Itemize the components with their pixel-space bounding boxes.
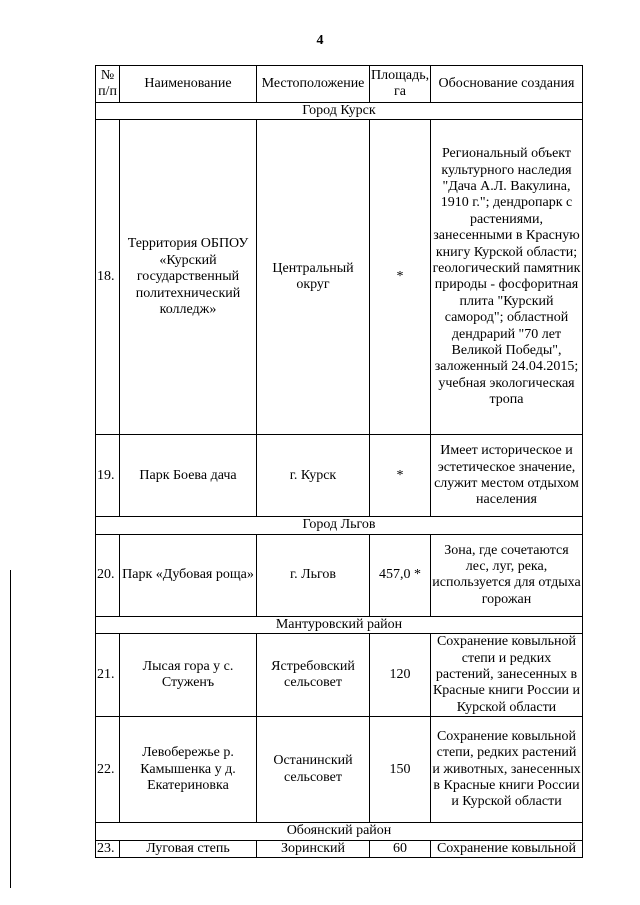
row-location: Центральный округ [257,120,370,435]
row-location: Останинский сельсовет [257,717,370,823]
header-name: Наименование [120,66,257,103]
row-area: 150 [370,717,431,823]
row-number: 20. [96,534,120,616]
row-area: 120 [370,634,431,717]
row-number: 22. [96,717,120,823]
row-name: Луговая степь [120,840,257,857]
table-row [96,840,583,857]
row-name: Лысая гора у с. Стуженъ [120,634,257,717]
row-area: 60 [370,840,431,857]
row-reason: Сохранение ковыльной степи, редких растений и животных, занесенных в Красные книги России и Курской области [431,717,583,823]
header-location: Местоположение [257,66,370,103]
table-row [96,435,583,517]
row-location: Ястребовский сельсовет [257,634,370,717]
table-row [96,120,583,435]
section-row [96,823,583,840]
section-row [96,103,583,120]
section-title: Мантуровский район [96,616,583,633]
row-location: г. Курск [257,435,370,517]
row-reason: Региональный объект культурного наследия "Дача А.Л. Вакулина, 1910 г."; дендропарк с растениями, занесенными в Красную книгу Курской области; геологический памятник природы - фосфоритная плита "Курский самород"; областной дендрарий "70 лет Великой Победы", заложенный 24.04.2015; учебная экологическая тропа [431,120,583,435]
row-reason: Сохранение ковыльной [431,840,583,857]
section-row [96,616,583,633]
row-area: * [370,435,431,517]
row-number: 19. [96,435,120,517]
row-name: Парк «Дубовая роща» [120,534,257,616]
row-name: Территория ОБПОУ «Курский государственный политехнический колледж» [120,120,257,435]
table-row [96,534,583,616]
section-row [96,517,583,534]
row-number: 18. [96,120,120,435]
section-title: Город Курск [96,103,583,120]
row-reason: Имеет историческое и эстетическое значение, служит местом отдыхом населения [431,435,583,517]
row-reason: Зона, где сочетаются лес, луг, река, используется для отдыха горожан [431,534,583,616]
row-name: Левобережье р. Камышенка у д. Екатериновка [120,717,257,823]
protected-areas-table [95,65,583,858]
row-number: 21. [96,634,120,717]
row-name: Парк Боева дача [120,435,257,517]
margin-mark-left [10,570,11,888]
page-number: 4 [316,33,324,48]
table-header-row [96,66,583,103]
header-area: Площадь, га [370,66,431,103]
section-title: Обоянский район [96,823,583,840]
table-row [96,717,583,823]
row-area: * [370,120,431,435]
row-location: Зоринский [257,840,370,857]
table-row [96,634,583,717]
row-area: 457,0 * [370,534,431,616]
header-reason: Обоснование создания [431,66,583,103]
section-title: Город Льгов [96,517,583,534]
row-reason: Сохранение ковыльной степи и редких растений, занесенных в Красные книги России и Курской области [431,634,583,717]
row-number: 23. [96,840,120,857]
table-body [96,103,583,858]
header-number: № п/п [96,66,120,103]
row-location: г. Льгов [257,534,370,616]
